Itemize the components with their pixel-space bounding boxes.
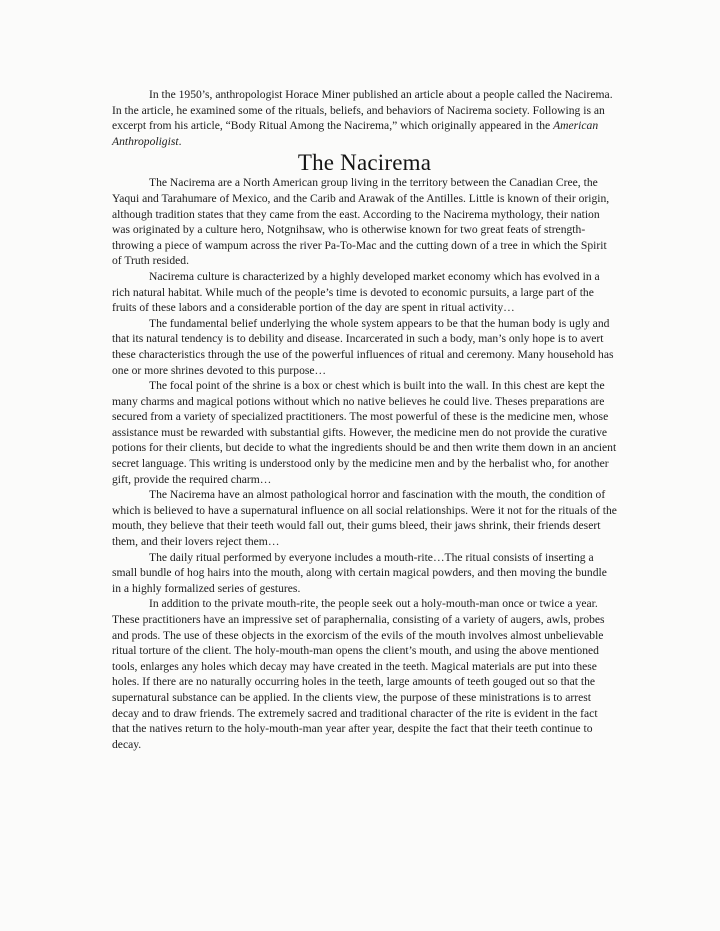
body-paragraph-7: In addition to the private mouth-rite, the people seek out a holy-mouth-man once or twice a year. These practitioners have an impressive set of paraphernalia, consisting of a variety of augers, awls, probes and prods. The use of these objects in the exorcism of the evils of the mouth involves almost unbelievable ritual torture of the client. The holy-mouth-man opens the client’s mouth, and using the above mentioned tools, enlarges any holes which decay may have created in the teeth. Magical materials are put into these holes. If there are no naturally occurring holes in the teeth, large amounts of teeth gouged out so that the supernatural substance can be applied. In the clients view, the purpose of these ministrations is to arrest decay and to draw friends. The extremely sacred and traditional character of the rite is evident in the fact that the natives return to the holy-mouth-man year after year, despite the fact that their teeth continue to decay. <box>112 597 605 751</box>
body-paragraph-4: The focal point of the shrine is a box or chest which is built into the wall. In this chest are kept the many charms and magical potions without which no native believes he could live. Theses preparations are secured from a variety of specialized practitioners. The most powerful of these is the medicine men, whose assistance must be rewarded with substantial gifts. However, the medicine men do not provide the curative potions for their clients, but decide to what the ingredients should be and then write them down in an ancient secret language. This writing is understood only by the medicine men and by the herbalist who, for another gift, provide the required charm… <box>112 379 617 486</box>
journal-name: American Anthropoligist <box>112 119 599 148</box>
body-paragraph-1: The Nacirema are a North American group living in the territory between the Canadian Cree, the Yaqui and Tarahumare of Mexico, and the Carib and Arawak of the Antilles. Little is known of their origin, although tradition states that they came from the east. According to the Nacirema mythology, their nation was originated by a culture hero, Notgnihsaw, who is otherwise known for two great feats of strength-throwing a piece of wampum across the river Pa-To-Mac and the cutting down of a tree in which the Spirit of Truth resided. <box>112 176 610 268</box>
body-paragraph-3: The fundamental belief underlying the whole system appears to be that the human body is ugly and that its natural tendency is to debility and disease. Incarcerated in such a body, man’s only hope is to avert these characteristics through the use of the powerful influences of ritual and ceremony. Many household has one or more shrines devoted to this purpose… <box>112 316 614 377</box>
intro-text: In the 1950’s, anthropologist Horace Miner published an article about a people called the Nacirema. In the article, he examined some of the rituals, beliefs, and behaviors of Nacirema society. Following is an excerpt from his article, “Body Ritual Among the Nacirema,” which originally appeared in the <box>112 88 613 133</box>
document-body <box>112 87 617 752</box>
body-paragraph-6: The daily ritual performed by everyone includes a mouth-rite…The ritual consists of inserting a small bundle of hog hairs into the mouth, along with certain magical powders, and then moving the bundle in a highly formalized series of gestures. <box>112 550 607 595</box>
body-paragraph-2: Nacirema culture is characterized by a highly developed market economy which has evolved in a rich natural habitat. While much of the people’s time is devoted to economic pursuits, a large part of the fruits of these labors and a considerable portion of the day are spent in ritual activity… <box>112 269 600 315</box>
document-title: The Nacirema <box>297 150 432 176</box>
body-paragraph-5: The Nacirema have an almost pathological horror and fascination with the mouth, the condition of which is believed to have a supernatural influence on all social relationships. Were it not for the rituals of the mouth, they believe that their teeth would fall out, their gums bleed, their jaws shrink, their friends desert them, and their lovers reject them… <box>112 488 617 549</box>
intro-end: . <box>178 134 182 148</box>
intro-paragraph <box>112 87 617 149</box>
